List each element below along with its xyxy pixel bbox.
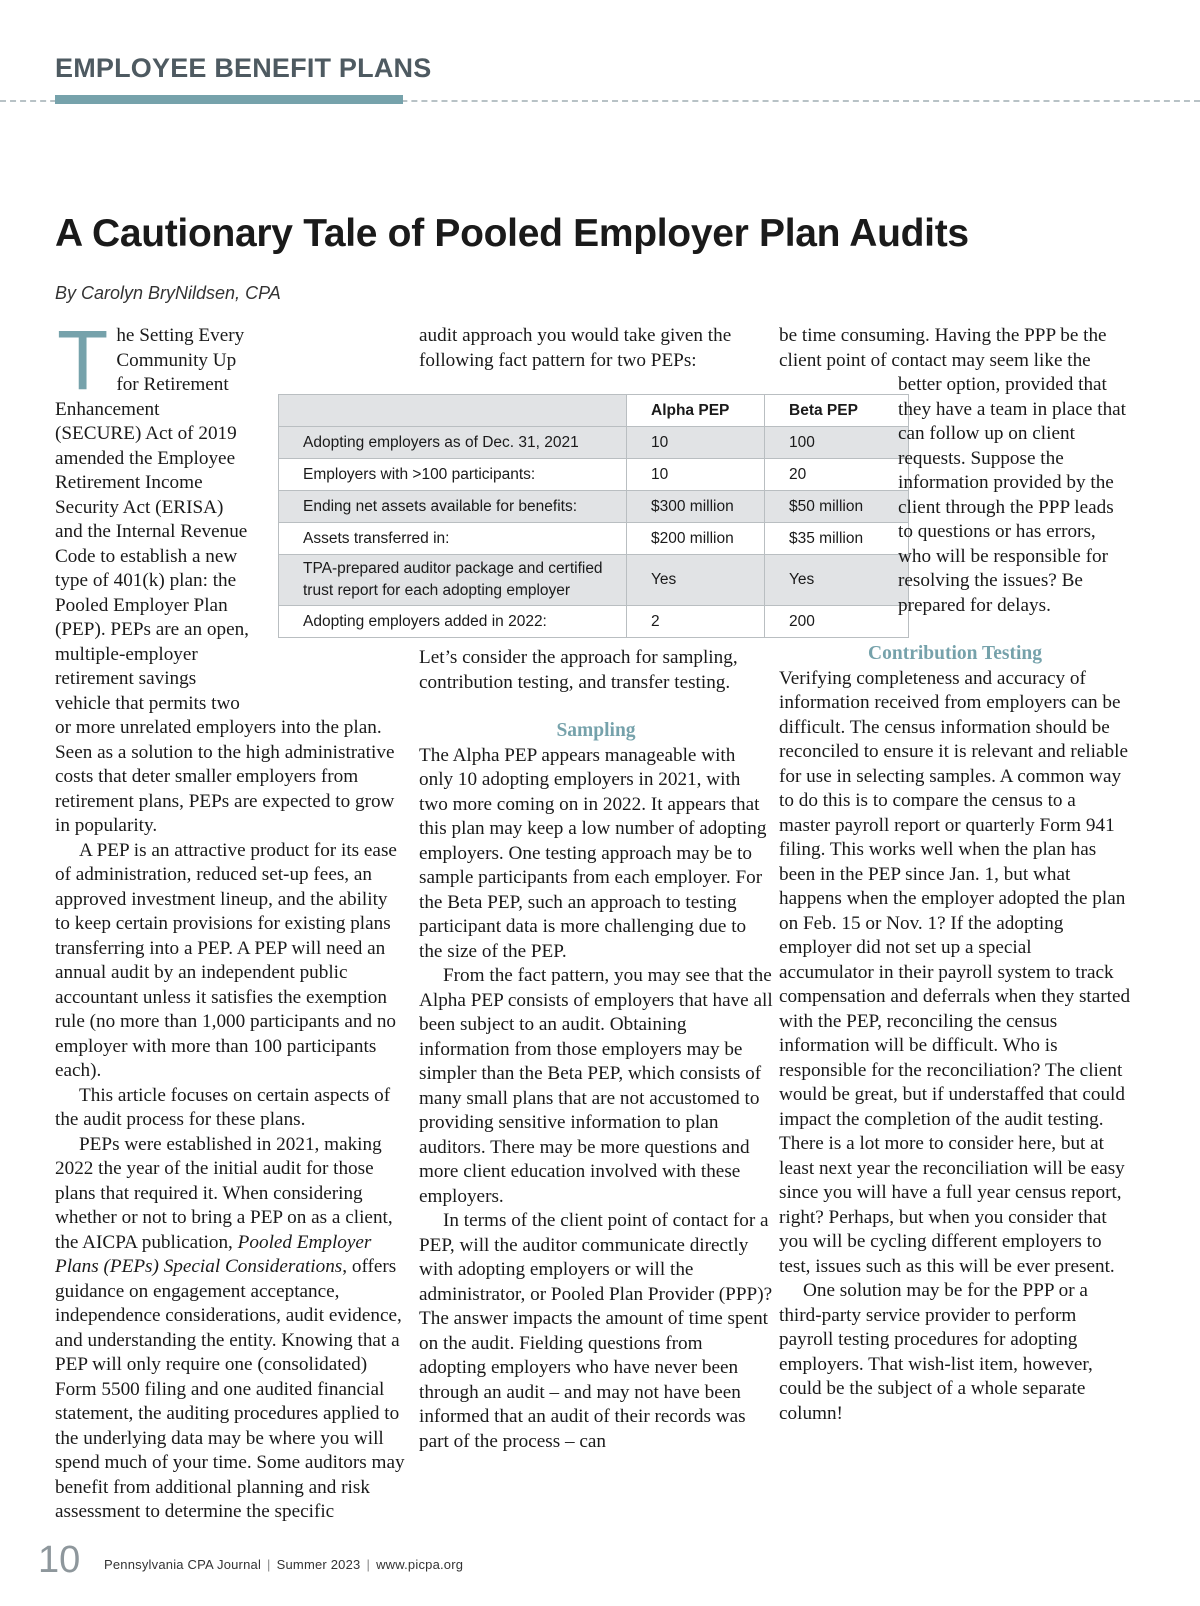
paragraph: Let’s consider the approach for sampling, contribution testing, and transfer testing. bbox=[419, 647, 738, 693]
article-byline: By Carolyn BryNildsen, CPA bbox=[55, 283, 281, 303]
table-row-label: Adopting employers added in 2022: bbox=[279, 606, 627, 638]
paragraph: This article focuses on certain aspects of the audit process for these plans. bbox=[55, 1084, 391, 1130]
drop-cap: T bbox=[57, 313, 109, 407]
table-row-label: Ending net assets available for benefits: bbox=[279, 491, 627, 523]
body-column-1-text bbox=[55, 313, 407, 1525]
table-cell-beta: Yes bbox=[765, 555, 909, 606]
table-cell-beta: 200 bbox=[765, 606, 909, 638]
paragraph-text: , offers guidance on engagement acceptance, independence considerations, audit evidence, and understanding the entity. Knowing that a PEP will only require one (consolidated) Form 5500 filing and one audited financial statement, the auditing procedures applied to the underlying data may be where you will spend much of your time. Some auditors may benefit from additional planning and risk assessment to determine the specific bbox=[55, 1256, 405, 1522]
table-cell-alpha: $200 million bbox=[627, 523, 765, 555]
publication-title: Pooled Employer Plans (PEPs) Special Considerations bbox=[55, 1231, 372, 1277]
paragraph: A PEP is an attractive product for its ease of administration, reduced set-up fees, an approved investment lineup, and the ability to keep certain provisions for existing plans transferring into a PEP. A PEP will need an annual audit by an independent public accountant unless it satisfies the exemption rule (no more than 1,000 participants and no employer with more than 100 participants each). bbox=[55, 839, 397, 1081]
body-column-2-text bbox=[419, 324, 773, 1454]
subhead-contribution-testing: Contribution Testing bbox=[868, 643, 1042, 664]
table-cell-alpha: 2 bbox=[627, 606, 765, 638]
subhead-sampling: Sampling bbox=[556, 720, 636, 741]
paragraph: audit approach you would take given the following fact pattern for two PEPs: bbox=[419, 325, 732, 371]
paragraph: From the fact pattern, you may see that the Alpha PEP consists of employers that have all been subject to an audit. Obtaining information from those employers may be simpler than the Beta PEP, which consists of many small plans that are not accustomed to providing sensitive information to plan auditors. There may be more questions and more client education involved with these employers. bbox=[419, 965, 773, 1207]
section-kicker: EMPLOYEE BENEFIT PLANS bbox=[55, 53, 432, 83]
paragraph-text: PEPs were established in 2021, making 2022 the year of the initial audit for those plans that required it. When considering whether or not to bring a PEP on as a client, the AICPA publication, bbox=[55, 1133, 393, 1253]
paragraph-text: he Setting Every Community Up for Retirement Enhancement (SECURE) Act of 2019 amended the Employee Retirement Income Security Act (ERISA) and the Internal Revenue Code to establish a new type of 401(k) plan: the Pooled Employer Plan (PEP). PEPs are an open, multiple-employer retirement savings vehicle that permits two or more unrelated employers into the plan. Seen as a solution to the high administrative costs that deter smaller employers from retirement plans, PEPs are expected to grow in popularity. bbox=[55, 325, 395, 836]
table-cell-beta: $35 million bbox=[765, 523, 909, 555]
table-row-label-line-2: trust report for each adopting employer bbox=[303, 582, 571, 599]
body-column-3-text bbox=[779, 324, 1131, 1426]
column-2-top bbox=[419, 324, 773, 646]
footer-issue: Summer 2023 bbox=[276, 1557, 361, 1572]
footer-separator: | bbox=[267, 1557, 271, 1572]
table-cell-alpha: 10 bbox=[627, 427, 765, 459]
paragraph: Verifying completeness and accuracy of information received from employers can be difficult. The census information should be reconciled to ensure it is relevant and reliable for use in selecting samples. A common way to do this is to compare the census to a master payroll report or quarterly Form 941 filing. This works well when the plan has been in the PEP since Jan. 1, but what happens when the employer adopted the plan on Feb. 15 or Nov. 1? If the adopting employer did not set up a special accumulator in their payroll system to track compensation and deferrals when they started with the PEP, reconciling the census information will be difficult. Who is responsible for the reconciliation? The client would be great, but if understaffed that could impact the completion of the audit testing. There is a lot more to consider here, but at least next year the reconciliation will be easy since you will have a full year census report, right? Perhaps, but when you consider that you will be cycling different employers to test, issues such as this will be ever present. bbox=[779, 667, 1131, 1277]
footer-separator: | bbox=[366, 1557, 371, 1572]
table-row-label-line-1: TPA-prepared auditor package and certified bbox=[303, 560, 603, 577]
section-kicker-bar bbox=[55, 95, 403, 104]
article-title: A Cautionary Tale of Pooled Employer Plan Audits bbox=[55, 212, 969, 255]
table-header-beta: Beta PEP bbox=[765, 395, 909, 427]
table-cell-beta: $50 million bbox=[765, 491, 909, 523]
page-number: 10 bbox=[38, 1539, 81, 1581]
table-row-label: Employers with >100 participants: bbox=[279, 459, 627, 491]
page-footer bbox=[104, 1557, 463, 1572]
table-header-alpha: Alpha PEP bbox=[627, 395, 765, 427]
footer-url[interactable]: www.picpa.org bbox=[376, 1557, 464, 1572]
paragraph: One solution may be for the PPP or a third-party service provider to perform payroll testing procedures for adopting employers. That wish-list item, however, could be the subject of a whole separate column! bbox=[779, 1280, 1093, 1424]
paragraph: The Alpha PEP appears manageable with only 10 adopting employers in 2021, with two more coming on in 2022. It appears that this plan may keep a low number of adopting employers. One testing approach may be to sample participants from each employer. For the Beta PEP, such an approach to testing participant data is more challenging due to the size of the PEP. bbox=[419, 744, 767, 962]
paragraph: In terms of the client point of contact for a PEP, will the auditor communicate directly with adopting employers or will the administrator, or Pooled Plan Provider (PPP)? The answer impacts the amount of time spent on the audit. Fielding questions from adopting employers who have never been through an audit – and may not have been informed that an audit of their records was part of the process – can bbox=[419, 1210, 773, 1452]
table-cell-alpha: 10 bbox=[627, 459, 765, 491]
table-cell-beta: 100 bbox=[765, 427, 909, 459]
paragraph bbox=[55, 1133, 407, 1525]
table-row-label: Adopting employers as of Dec. 31, 2021 bbox=[279, 427, 627, 459]
table-cell-beta: 20 bbox=[765, 459, 909, 491]
table-wrap-spacer bbox=[779, 373, 898, 605]
table-row-label: Assets transferred in: bbox=[279, 523, 627, 555]
footer-journal: Pennsylvania CPA Journal bbox=[104, 1557, 262, 1572]
table-cell-alpha: Yes bbox=[627, 555, 765, 606]
paragraph: be time consuming. Having the PPP be the client point of contact may seem like the better option, provided that they have a team in place that can follow up on client requests. Suppose the information provided by the client through the PPP leads to questions or has errors, who will be responsible for resolving the issues? Be prepared for delays. bbox=[779, 325, 1127, 616]
table-wrap-spacer bbox=[249, 373, 407, 695]
table-cell-alpha: $300 million bbox=[627, 491, 765, 523]
